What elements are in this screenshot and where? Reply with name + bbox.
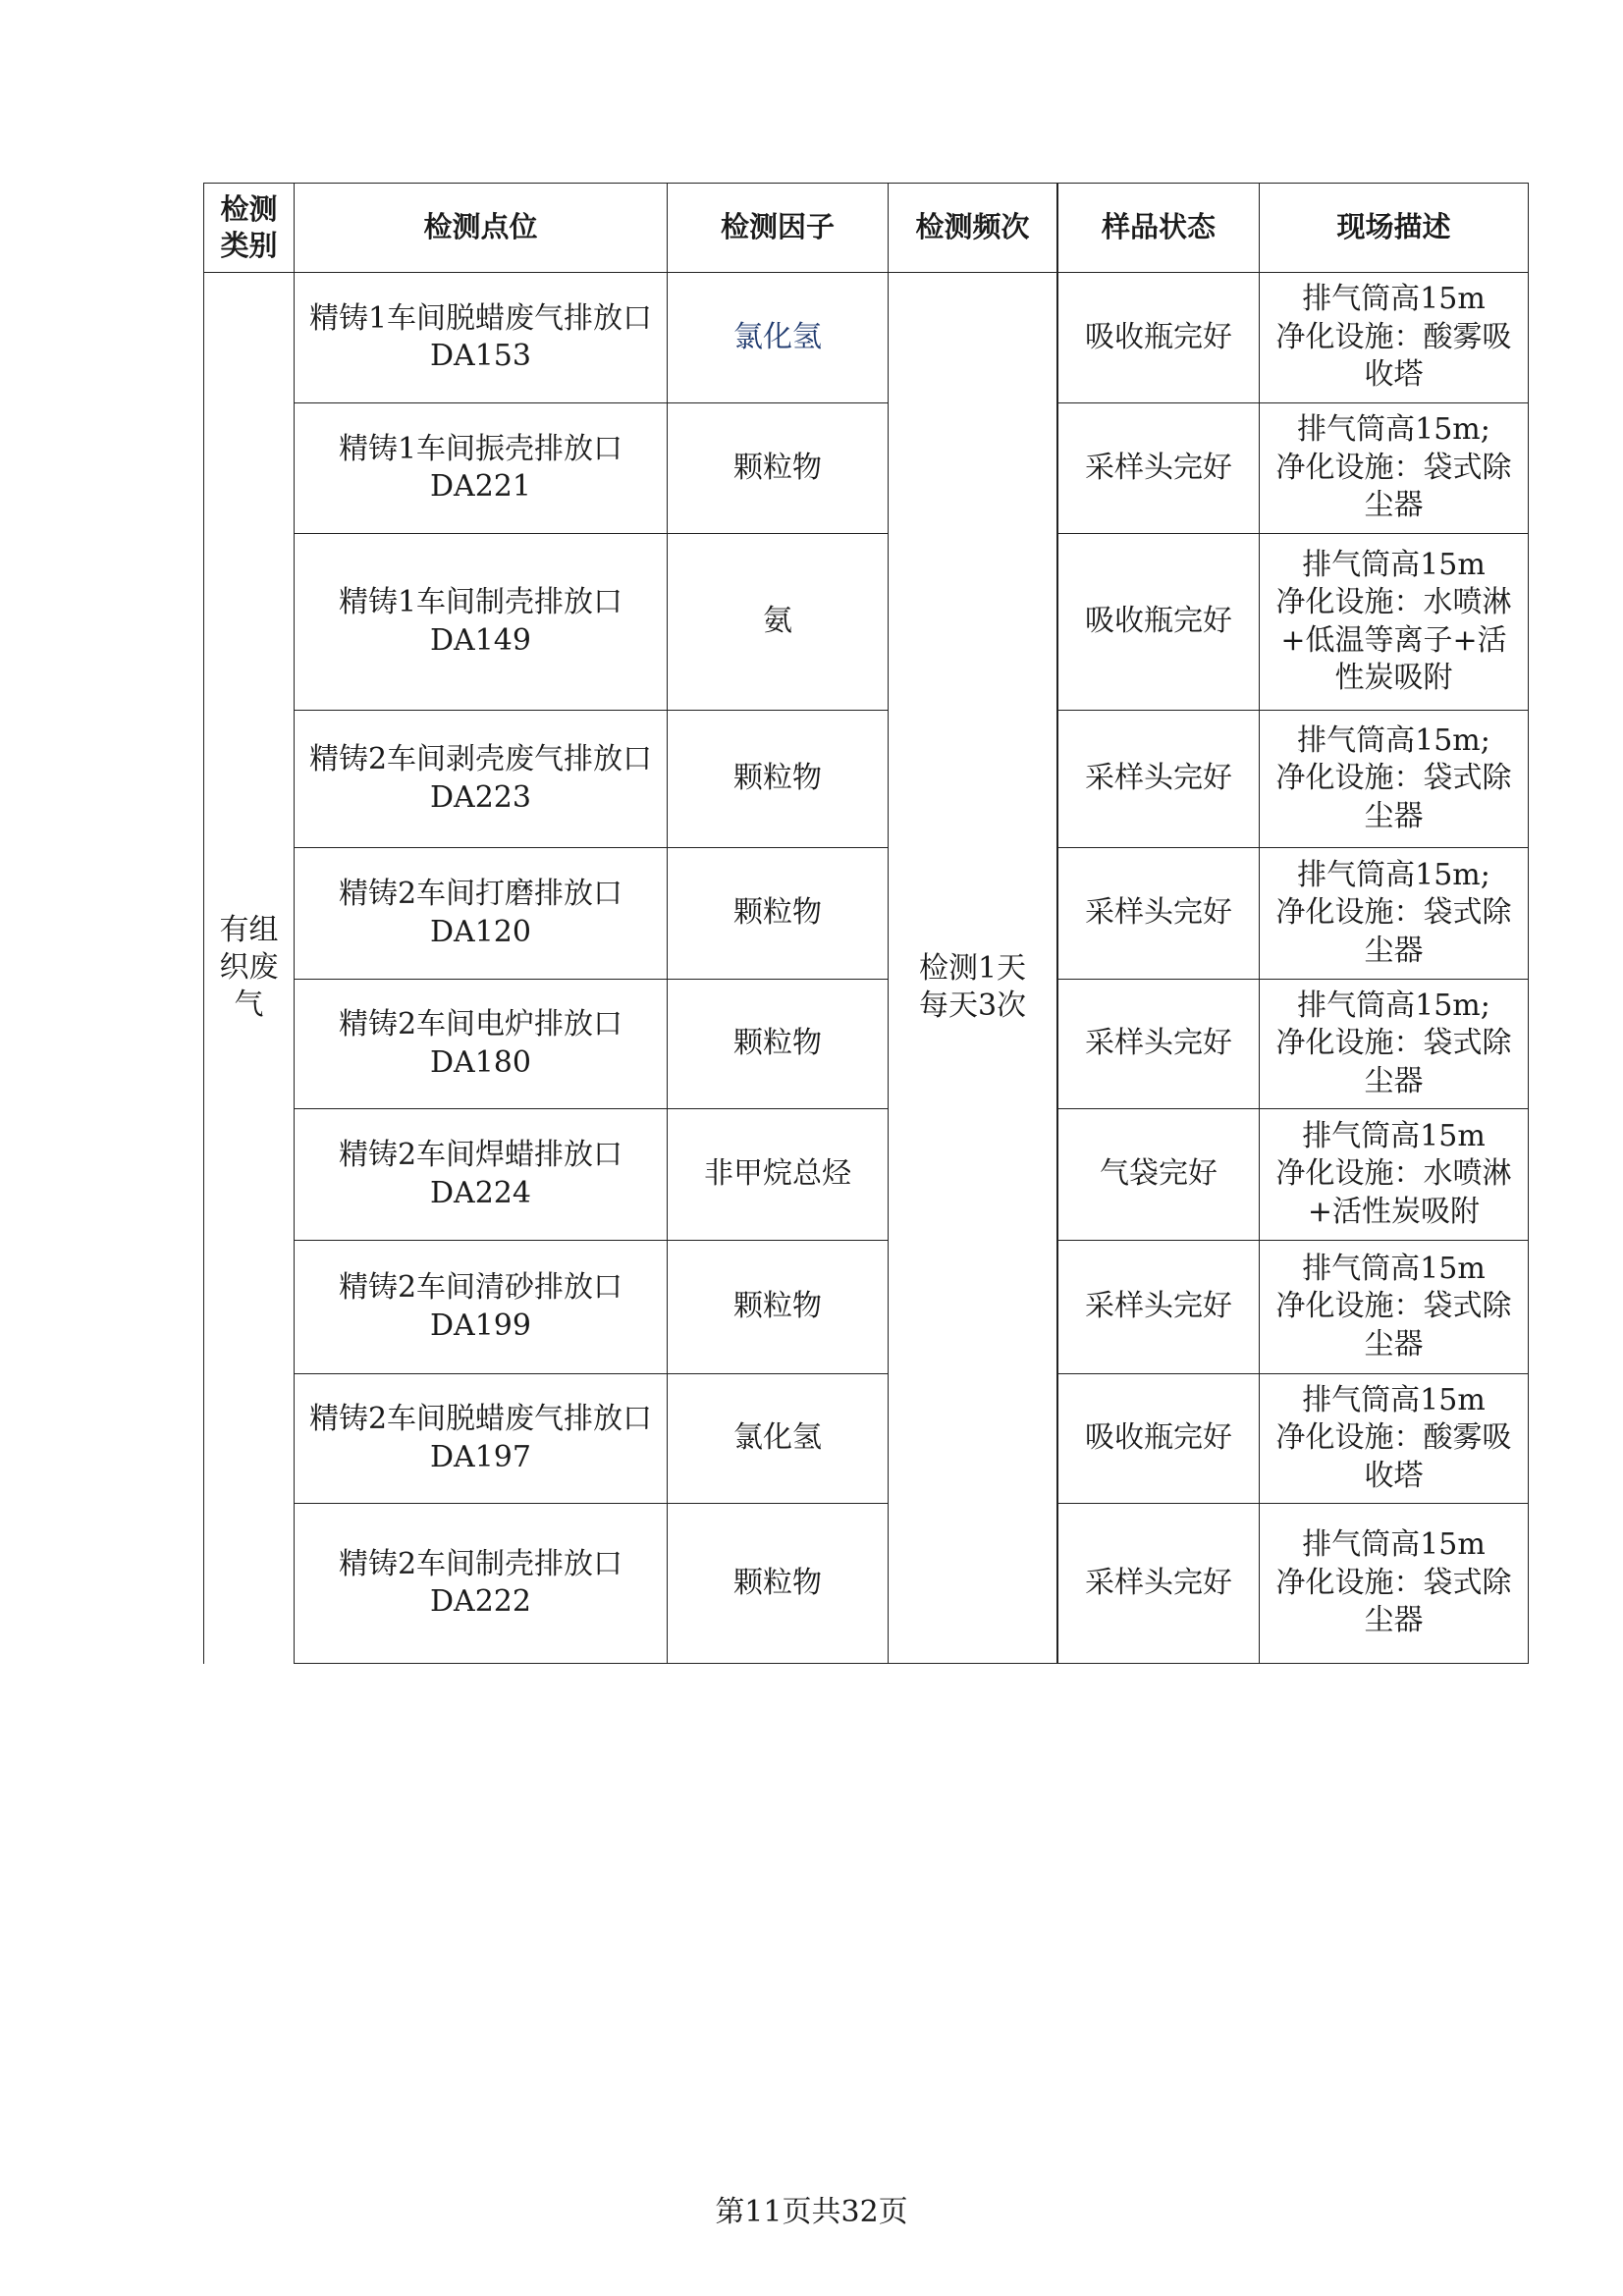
table-row (204, 711, 1529, 848)
point-cell (295, 848, 668, 980)
point-code: DA222 (430, 1584, 531, 1619)
description-line: 尘器 (1364, 1063, 1424, 1098)
description-line: 净化设施：袋式除 (1275, 1289, 1512, 1324)
point-code: DA224 (430, 1175, 531, 1210)
table-row (204, 534, 1529, 711)
point-name: 精铸2车间焊蜡排放口 (338, 1138, 623, 1173)
description-line: 收塔 (1364, 1458, 1424, 1493)
description-line: +低温等离子+活 (1280, 622, 1507, 658)
point-name: 精铸1车间制壳排放口 (338, 585, 623, 620)
point-name: 精铸1车间振壳排放口 (338, 431, 623, 466)
table-row (204, 273, 1529, 403)
description-cell (1260, 848, 1529, 980)
category-cell (204, 273, 295, 1664)
point-cell (295, 980, 668, 1109)
factor-cell: 颗粒物 (668, 1504, 889, 1664)
factor-cell: 氯化氢 (668, 1374, 889, 1504)
point-code: DA199 (430, 1308, 531, 1343)
factor-cell: 氯化氢 (668, 273, 889, 403)
description-line: 净化设施：袋式除 (1275, 761, 1512, 796)
description-line: 排气筒高15m; (1297, 722, 1490, 758)
table-row (204, 1374, 1529, 1504)
factor-cell: 氨 (668, 534, 889, 711)
header-factor: 检测因子 (668, 184, 889, 273)
factor-cell: 颗粒物 (668, 711, 889, 848)
description-line: 排气筒高15m (1302, 1251, 1486, 1286)
description-cell (1260, 1374, 1529, 1504)
description-line: 净化设施：水喷淋 (1275, 1156, 1512, 1192)
point-cell (295, 711, 668, 848)
description-cell (1260, 711, 1529, 848)
point-name: 精铸2车间清砂排放口 (338, 1270, 623, 1306)
status-cell: 采样头完好 (1058, 403, 1260, 534)
description-line: 性炭吸附 (1334, 660, 1453, 695)
factor-cell: 颗粒物 (668, 1241, 889, 1374)
status-cell: 采样头完好 (1058, 1504, 1260, 1664)
description-line: 排气筒高15m (1302, 1118, 1486, 1153)
description-line: 尘器 (1364, 798, 1424, 833)
description-cell (1260, 273, 1529, 403)
point-cell (295, 1109, 668, 1241)
point-name: 精铸2车间打磨排放口 (338, 877, 623, 912)
frequency-cell (889, 273, 1057, 1664)
status-cell: 采样头完好 (1058, 711, 1260, 848)
description-line: 净化设施：酸雾吸 (1275, 319, 1512, 354)
header-status: 样品状态 (1058, 184, 1260, 273)
description-line: 净化设施：袋式除 (1275, 1565, 1512, 1600)
factor-cell: 非甲烷总烃 (668, 1109, 889, 1241)
description-line: 排气筒高15m (1302, 1382, 1486, 1417)
status-cell: 吸收瓶完好 (1058, 1374, 1260, 1504)
header-category: 检测 类别 (204, 184, 295, 273)
point-code: DA221 (430, 469, 531, 504)
description-line: 排气筒高15m; (1297, 857, 1490, 892)
description-line: 排气筒高15m (1302, 547, 1486, 582)
description-cell (1260, 1504, 1529, 1664)
description-line: 排气筒高15m (1302, 1527, 1486, 1563)
category-line: 有组 (219, 912, 279, 947)
status-cell: 采样头完好 (1058, 1241, 1260, 1374)
point-code: DA153 (430, 339, 531, 373)
description-line: 尘器 (1364, 488, 1424, 523)
description-line: 尘器 (1364, 1326, 1424, 1362)
monitoring-table (203, 183, 1529, 1664)
description-line: 净化设施：袋式除 (1275, 450, 1512, 485)
table-row (204, 1241, 1529, 1374)
description-line: 净化设施：袋式除 (1275, 1026, 1512, 1061)
point-code: DA223 (430, 779, 531, 815)
status-cell: 气袋完好 (1058, 1109, 1260, 1241)
description-line: 排气筒高15m (1302, 282, 1486, 317)
description-line: +活性炭吸附 (1307, 1194, 1481, 1229)
description-line: 尘器 (1364, 933, 1424, 968)
point-cell (295, 534, 668, 711)
page-number: 第11页共32页 (715, 2195, 908, 2229)
table-header-row (204, 184, 1529, 273)
point-code: DA149 (430, 622, 531, 658)
factor-cell: 颗粒物 (668, 848, 889, 980)
frequency-line: 每天3次 (918, 988, 1027, 1023)
description-cell (1260, 1109, 1529, 1241)
point-code: DA197 (430, 1439, 531, 1474)
description-line: 排气筒高15m; (1297, 412, 1490, 448)
description-line: 尘器 (1364, 1603, 1424, 1638)
description-cell (1260, 980, 1529, 1109)
point-code: DA180 (430, 1044, 531, 1080)
header-point: 检测点位 (295, 184, 668, 273)
point-cell (295, 1241, 668, 1374)
table-row (204, 848, 1529, 980)
table-row (204, 1109, 1529, 1241)
point-name: 精铸2车间脱蜡废气排放口 (308, 1402, 653, 1437)
table-row (204, 980, 1529, 1109)
factor-cell: 颗粒物 (668, 403, 889, 534)
description-line: 净化设施：水喷淋 (1275, 585, 1512, 620)
category-line: 织废 (219, 950, 279, 986)
point-code: DA120 (430, 914, 531, 949)
description-cell (1260, 534, 1529, 711)
description-line: 收塔 (1364, 357, 1424, 393)
category-line: 气 (234, 988, 264, 1023)
point-cell (295, 273, 668, 403)
description-cell (1260, 1241, 1529, 1374)
point-cell (295, 1374, 668, 1504)
point-name: 精铸2车间电炉排放口 (338, 1007, 623, 1042)
table-row (204, 1504, 1529, 1664)
description-line: 净化设施：袋式除 (1275, 895, 1512, 931)
point-cell (295, 403, 668, 534)
table-row (204, 403, 1529, 534)
point-cell (295, 1504, 668, 1664)
point-name: 精铸2车间剥壳废气排放口 (308, 742, 653, 777)
description-line: 净化设施：酸雾吸 (1275, 1420, 1512, 1456)
description-cell (1260, 403, 1529, 534)
status-cell: 吸收瓶完好 (1058, 273, 1260, 403)
point-name: 精铸2车间制壳排放口 (338, 1546, 623, 1581)
status-cell: 采样头完好 (1058, 980, 1260, 1109)
header-description: 现场描述 (1260, 184, 1529, 273)
factor-cell: 颗粒物 (668, 980, 889, 1109)
point-name: 精铸1车间脱蜡废气排放口 (308, 300, 653, 336)
status-cell: 吸收瓶完好 (1058, 534, 1260, 711)
header-frequency: 检测频次 (889, 184, 1057, 273)
frequency-line: 检测1天 (918, 950, 1027, 986)
status-cell: 采样头完好 (1058, 848, 1260, 980)
description-line: 排气筒高15m; (1297, 988, 1490, 1023)
